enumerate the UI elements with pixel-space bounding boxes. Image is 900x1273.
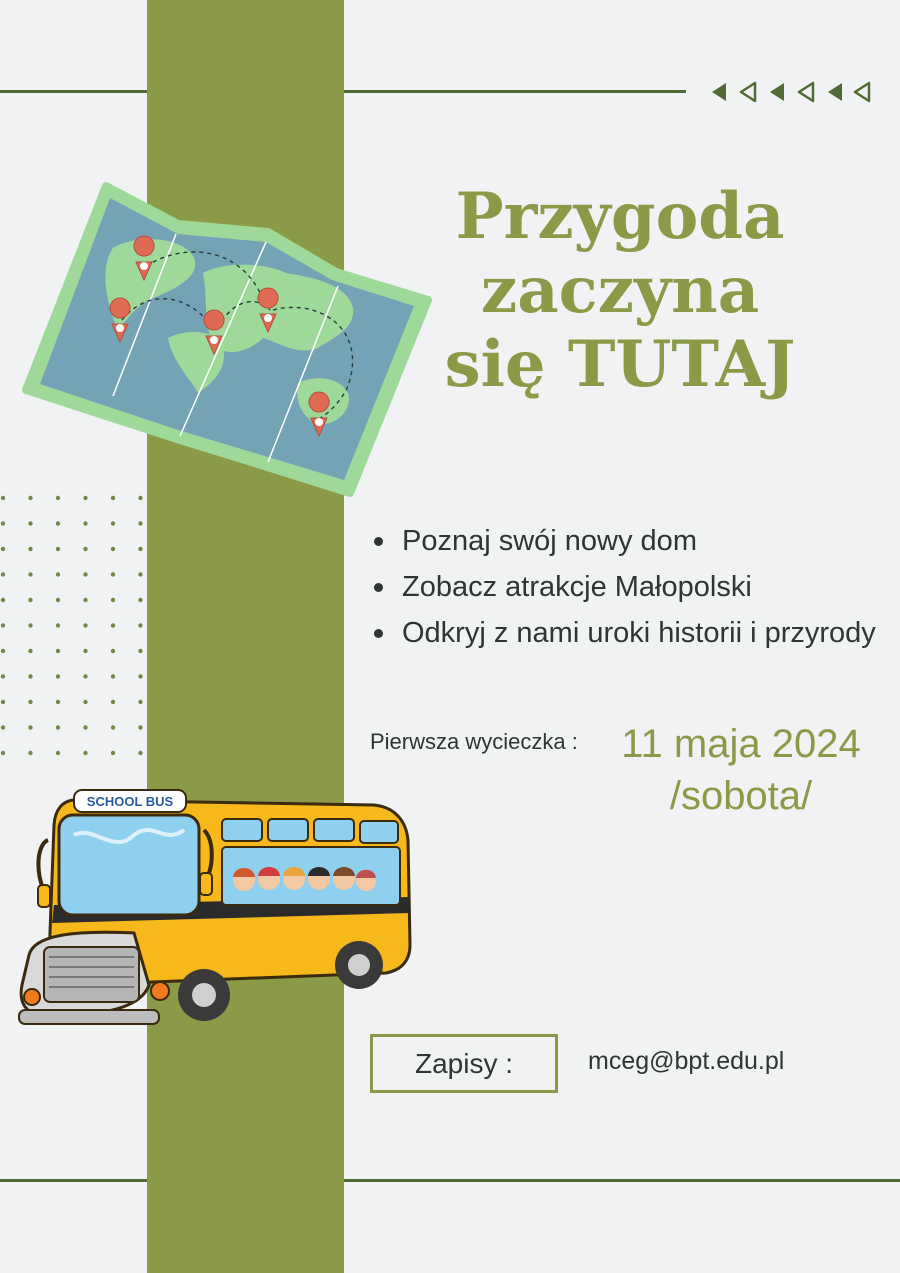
grid-dot (138, 674, 142, 678)
grid-dot (1, 725, 5, 729)
grid-dot (1, 751, 5, 755)
grid-dot (56, 725, 60, 729)
title-line-3: się TUTAJ (444, 327, 796, 402)
grid-dot (56, 623, 60, 627)
grid-dot (56, 674, 60, 678)
bottom-line-right (344, 1179, 900, 1182)
grid-dot (83, 521, 87, 525)
grid-dot (111, 649, 115, 653)
grid-dot (111, 700, 115, 704)
dot-grid-decoration (0, 490, 150, 760)
grid-dot (138, 725, 142, 729)
grid-dot (83, 623, 87, 627)
grid-dot (56, 547, 60, 551)
title-line-1: Przygoda (455, 179, 785, 254)
grid-dot (28, 623, 32, 627)
top-line-right (344, 90, 686, 93)
grid-dot (28, 598, 32, 602)
grid-dot (111, 521, 115, 525)
grid-dot (1, 700, 5, 704)
bullet-item: Odkryj z nami uroki historii i przyrody (372, 610, 876, 656)
grid-dot (1, 496, 5, 500)
grid-dot (56, 521, 60, 525)
world-map-icon (18, 178, 443, 503)
grid-dot (56, 751, 60, 755)
grid-dot (1, 547, 5, 551)
top-line-left (0, 90, 147, 93)
grid-dot (1, 521, 5, 525)
grid-dot (111, 674, 115, 678)
grid-dot (138, 649, 142, 653)
grid-dot (28, 547, 32, 551)
grid-dot (28, 700, 32, 704)
grid-dot (83, 547, 87, 551)
bullet-list (372, 518, 876, 656)
grid-dot (138, 547, 142, 551)
grid-dot (1, 674, 5, 678)
trip-day: /sobota/ (669, 774, 813, 818)
grid-dot (83, 598, 87, 602)
grid-dot (138, 598, 142, 602)
grid-dot (28, 572, 32, 576)
grid-dot (111, 572, 115, 576)
grid-dot (28, 649, 32, 653)
bottom-line-left (0, 1179, 147, 1182)
grid-dot (28, 521, 32, 525)
grid-dot (138, 751, 142, 755)
trip-date: 11 maja 2024 (621, 722, 861, 766)
title-line-2: zaczyna (480, 253, 760, 328)
signup-email[interactable]: mceg@bpt.edu.pl (588, 1047, 785, 1075)
grid-dot (138, 572, 142, 576)
grid-dot (83, 572, 87, 576)
trip-label: Pierwsza wycieczka : (370, 729, 578, 754)
grid-dot (111, 547, 115, 551)
grid-dot (138, 700, 142, 704)
grid-dot (83, 725, 87, 729)
grid-dot (83, 700, 87, 704)
grid-dot (56, 649, 60, 653)
grid-dot (83, 649, 87, 653)
grid-dot (28, 725, 32, 729)
grid-dot (111, 751, 115, 755)
grid-dot (111, 623, 115, 627)
grid-dot (111, 725, 115, 729)
poster-title (420, 180, 820, 402)
grid-dot (138, 521, 142, 525)
grid-dot (56, 700, 60, 704)
bus-sign-text: SCHOOL BUS (86, 794, 174, 809)
bullet-item: Zobacz atrakcje Małopolski (372, 564, 876, 610)
grid-dot (1, 598, 5, 602)
grid-dot (111, 598, 115, 602)
grid-dot (28, 674, 32, 678)
grid-dot (56, 598, 60, 602)
grid-dot (83, 674, 87, 678)
grid-dot (1, 623, 5, 627)
grid-dot (56, 572, 60, 576)
grid-dot (1, 649, 5, 653)
triangle-arrows-icon (708, 80, 873, 104)
grid-dot (138, 623, 142, 627)
signup-label: Zapisy : (414, 1047, 514, 1079)
grid-dot (1, 572, 5, 576)
signup-box (370, 1034, 558, 1093)
trip-date-block (606, 718, 876, 822)
grid-dot (28, 751, 32, 755)
grid-dot (83, 751, 87, 755)
school-bus-icon (14, 785, 414, 1040)
bullet-item: Poznaj swój nowy dom (372, 518, 876, 564)
